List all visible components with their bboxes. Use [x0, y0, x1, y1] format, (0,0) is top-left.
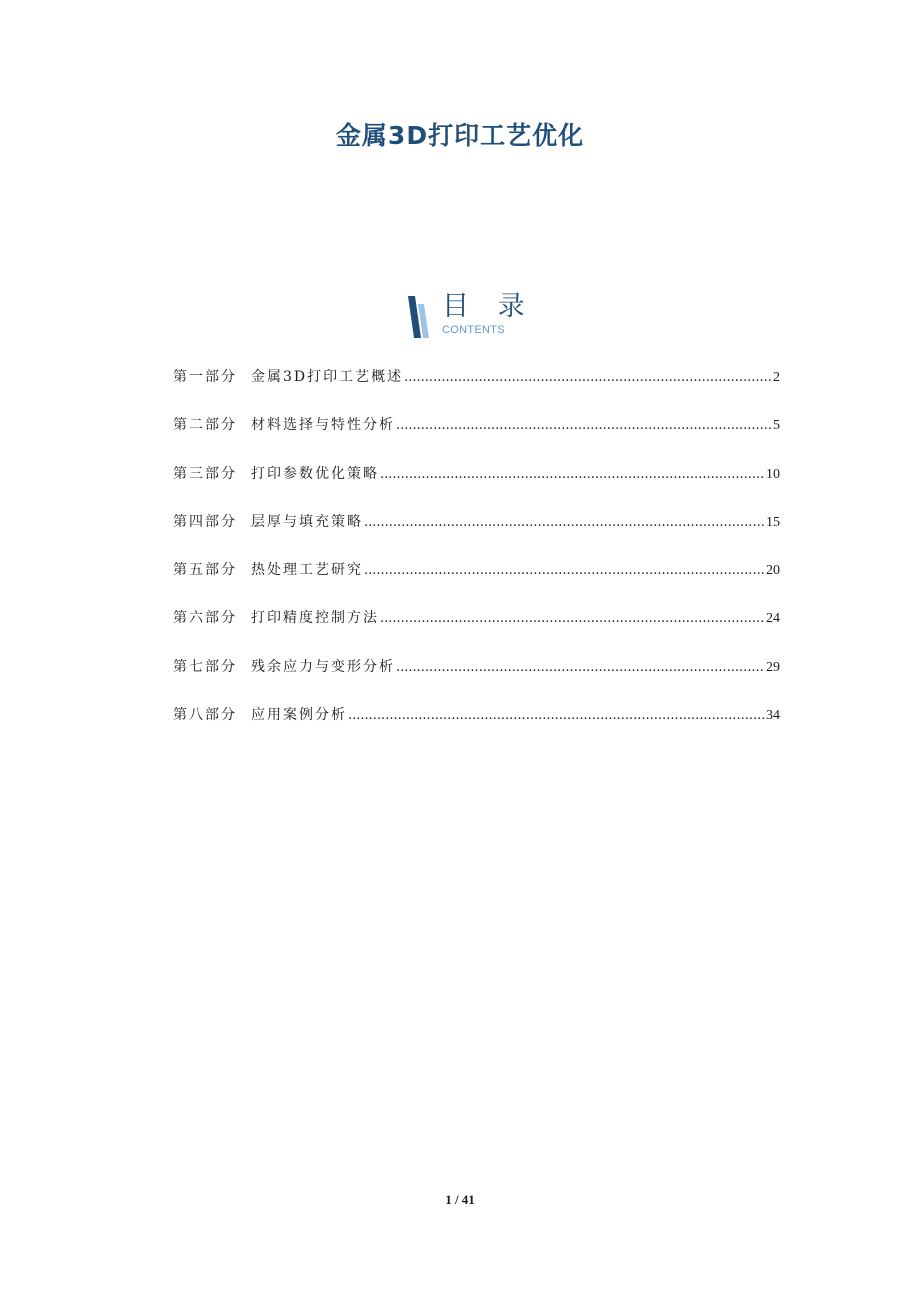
toc-entry-page: 5 [773, 418, 780, 434]
toc-entry-title: 金属3D打印工艺概述 [251, 369, 404, 385]
toc-dot-leader [404, 367, 772, 389]
page-indicator: 1 / 41 [445, 1192, 475, 1207]
toc-dot-leader [348, 705, 765, 727]
toc-header [408, 291, 535, 338]
toc-dot-leader [380, 464, 765, 486]
toc-entry-title: 打印参数优化策略 [251, 465, 379, 482]
toc-entry[interactable] [173, 414, 780, 462]
toc-entry-page: 20 [766, 563, 780, 579]
toc-entry-part: 第七部分 [173, 658, 237, 675]
toc-entry-page: 34 [766, 708, 780, 724]
toc-list [173, 366, 780, 752]
toc-entry-title: 热处理工艺研究 [251, 562, 363, 579]
toc-entry-page: 24 [766, 611, 780, 627]
toc-subheading: CONTENTS [442, 324, 505, 336]
toc-entry-title: 打印精度控制方法 [251, 610, 379, 627]
toc-entry-title: 应用案例分析 [251, 707, 347, 724]
toc-entry-part: 第一部分 [173, 369, 237, 385]
toc-dot-leader [364, 560, 765, 582]
toc-entry[interactable] [173, 559, 780, 607]
toc-entry-title: 残余应力与变形分析 [251, 658, 395, 675]
toc-entry-part: 第六部分 [173, 610, 237, 627]
toc-entry-title: 材料选择与特性分析 [251, 417, 395, 434]
toc-entry-page: 10 [766, 466, 780, 482]
toc-entry-part: 第三部分 [173, 465, 237, 482]
toc-entry-part: 第八部分 [173, 707, 237, 724]
toc-dot-leader [396, 657, 765, 679]
toc-heading: 目 录 [442, 291, 535, 322]
toc-entry[interactable] [173, 704, 780, 752]
toc-entry-page: 2 [773, 370, 780, 385]
toc-entry[interactable] [173, 607, 780, 655]
toc-entry[interactable] [173, 656, 780, 704]
document-title: 金属3D打印工艺优化 [335, 121, 585, 150]
toc-entry-part: 第四部分 [173, 513, 237, 530]
toc-dot-leader [380, 608, 765, 630]
toc-dot-leader [396, 415, 772, 437]
toc-entry-part: 第五部分 [173, 562, 237, 579]
toc-entry-title: 层厚与填充策略 [251, 513, 363, 530]
toc-entry-page: 15 [766, 514, 780, 530]
toc-entry[interactable] [173, 463, 780, 511]
toc-entry[interactable] [173, 366, 780, 414]
toc-logo-icon [408, 296, 430, 338]
toc-entry[interactable] [173, 511, 780, 559]
toc-dot-leader [364, 512, 765, 534]
toc-entry-page: 29 [766, 659, 780, 675]
toc-entry-part: 第二部分 [173, 417, 237, 434]
